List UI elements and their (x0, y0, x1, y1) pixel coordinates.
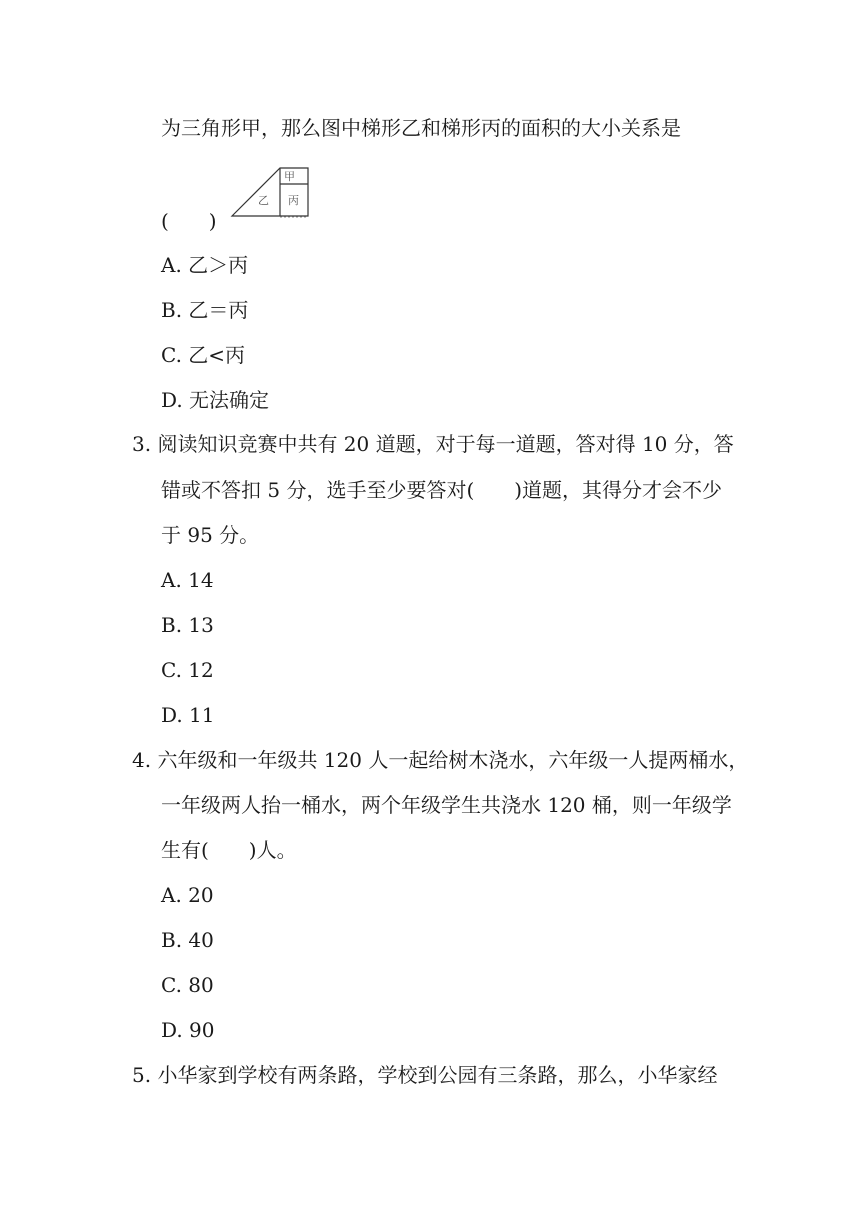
q2-option-d: D. 无法确定 (161, 388, 270, 412)
q3-option-d: D. 11 (161, 703, 215, 727)
q3-option-a: A. 14 (161, 568, 214, 592)
q4-option-d: D. 90 (161, 1018, 215, 1042)
q2-answer-paren: ( ) (161, 209, 217, 233)
q3-option-b: B. 13 (161, 613, 214, 637)
trapezoid-figure (230, 166, 310, 220)
q3-text-line3: 于 95 分。 (161, 523, 260, 547)
figure-label-bing: 丙 (288, 194, 299, 207)
q4-text-line3: 生有( )人。 (161, 838, 297, 862)
q2-option-b: B. 乙＝丙 (161, 298, 249, 322)
q4-text-line1: 4. 六年级和一年级共 120 人一起给树木浇水，六年级一人提两桶水， (132, 748, 749, 772)
figure-label-yi: 乙 (258, 194, 269, 207)
q4-option-b: B. 40 (161, 928, 214, 952)
q2-text-line1: 为三角形甲，那么图中梯形乙和梯形丙的面积的大小关系是 (161, 116, 681, 140)
q3-text-line2: 错或不答扣 5 分，选手至少要答对( )道题，其得分才会不少 (161, 478, 723, 502)
q4-text-line2: 一年级两人抬一桶水，两个年级学生共浇水 120 桶，则一年级学 (161, 793, 732, 817)
q4-option-c: C. 80 (161, 973, 214, 997)
q2-option-a: A. 乙＞丙 (161, 253, 249, 277)
q4-option-a: A. 20 (161, 883, 214, 907)
q3-option-c: C. 12 (161, 658, 214, 682)
q5-text-line1: 5. 小华家到学校有两条路，学校到公园有三条路，那么，小华家经 (132, 1063, 718, 1087)
figure-outline (232, 168, 308, 216)
q2-option-c: C. 乙<丙 (161, 343, 246, 367)
q3-text-line1: 3. 阅读知识竞赛中共有 20 道题，对于每一道题，答对得 10 分，答 (132, 432, 734, 456)
figure-label-jia: 甲 (284, 170, 295, 183)
